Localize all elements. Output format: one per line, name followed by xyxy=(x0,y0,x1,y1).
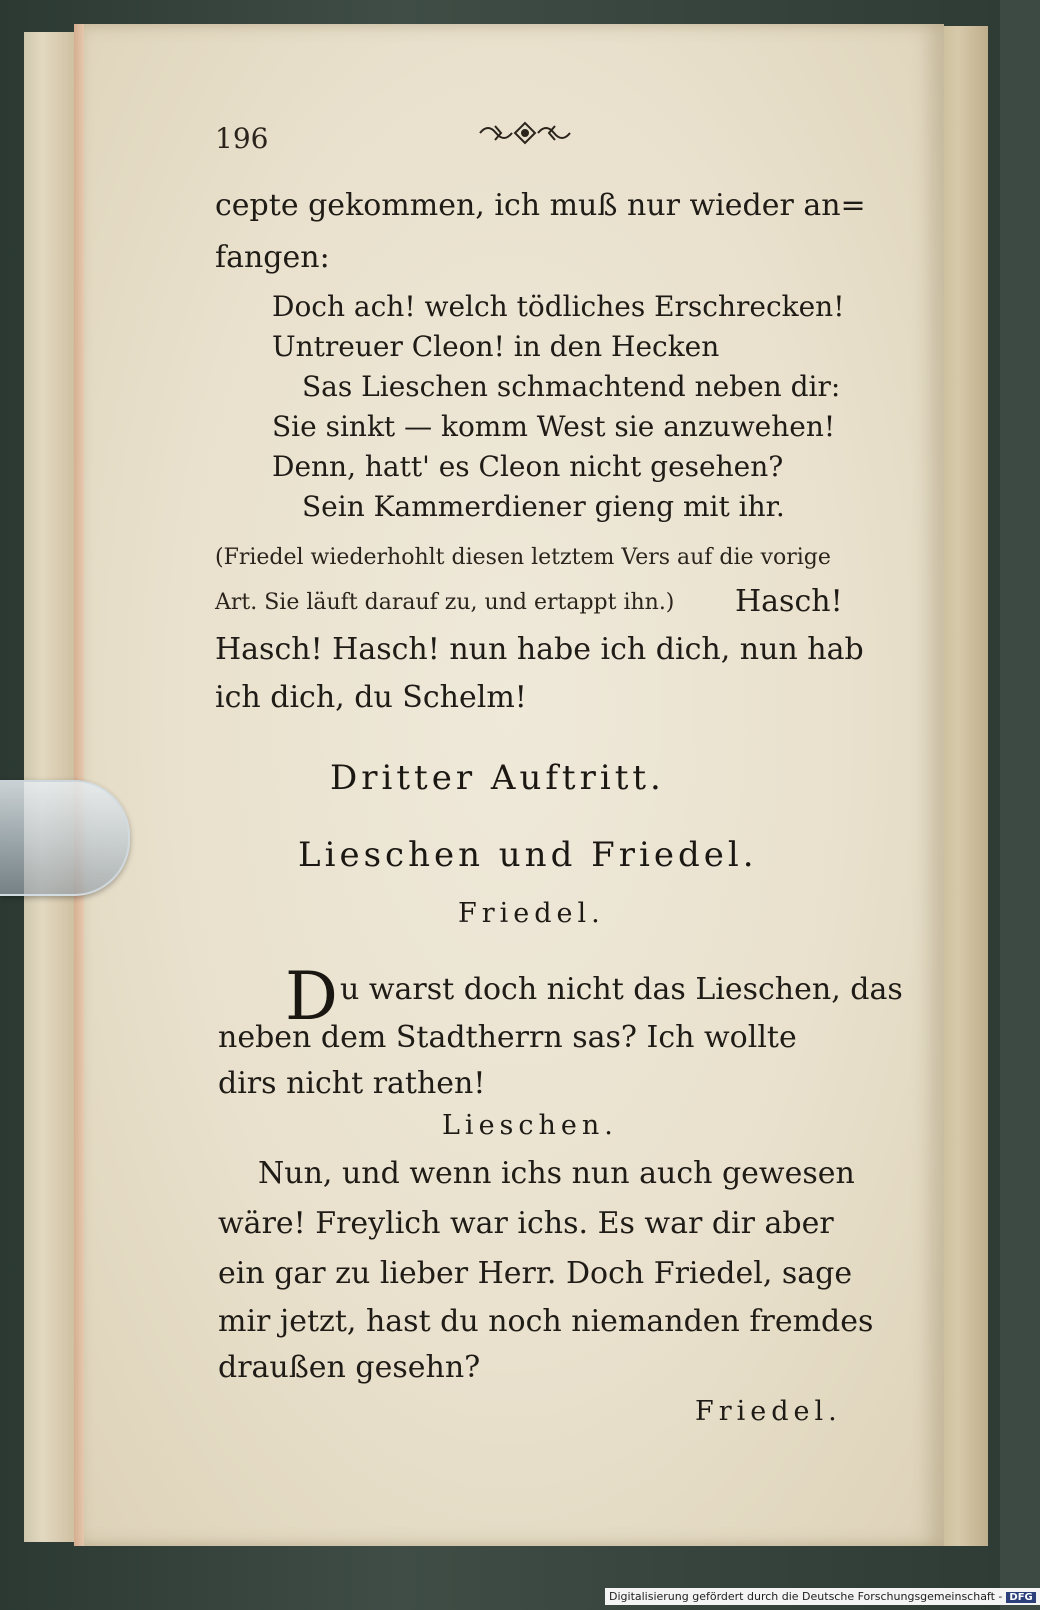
speech-line: neben dem Stadtherrn sas? Ich wollte xyxy=(218,1020,797,1055)
text-line: ich dich, du Schelm! xyxy=(215,680,527,715)
page-clip xyxy=(0,780,130,896)
characters-heading: Lieschen und Friedel. xyxy=(298,835,758,875)
speech-line: wäre! Freylich war ichs. Es war dir aber xyxy=(218,1206,834,1241)
speaker-lieschen: Lieschen. xyxy=(442,1110,618,1141)
speech-line: dirs nicht rathen! xyxy=(218,1066,486,1101)
text-line: cepte gekommen, ich muß nur wieder an= xyxy=(215,188,866,223)
stage-direction-line: (Friedel wiederhohlt diesen letztem Vers auf die vorige xyxy=(215,545,831,570)
digitization-footer xyxy=(605,1588,1040,1605)
ornament-icon xyxy=(475,118,575,148)
speech-line: mir jetzt, hast du noch niemanden fremdes xyxy=(218,1304,874,1339)
catchword: Friedel. xyxy=(695,1396,842,1427)
speech-line: draußen gesehn? xyxy=(218,1350,481,1385)
drop-cap: D xyxy=(285,958,338,1035)
verse-line: Untreuer Cleon! in den Hecken xyxy=(272,330,720,363)
page-number: 196 xyxy=(215,122,269,155)
dfg-logo: DFG xyxy=(1006,1592,1035,1603)
verse-line: Doch ach! welch tödliches Erschrecken! xyxy=(272,290,845,323)
stage-direction-line: Art. Sie läuft darauf zu, und ertappt ihn.) xyxy=(215,590,675,615)
speech-line: u warst doch nicht das Lieschen, das xyxy=(340,972,903,1007)
verse-line: Sie sinkt — komm West sie anzuwehen! xyxy=(272,410,836,443)
speech-line: Nun, und wenn ichs nun auch gewesen xyxy=(258,1156,855,1191)
text-line: fangen: xyxy=(215,240,330,275)
verse-line: Sas Lieschen schmachtend neben dir: xyxy=(302,370,841,403)
verse-line: Sein Kammerdiener gieng mit ihr. xyxy=(302,490,785,523)
speech-line: ein gar zu lieber Herr. Doch Friedel, sage xyxy=(218,1256,853,1291)
stage-tail: Hasch! xyxy=(735,584,843,619)
verse-line: Denn, hatt' es Cleon nicht gesehen? xyxy=(272,450,784,483)
text-line: Hasch! Hasch! nun habe ich dich, nun hab xyxy=(215,632,864,667)
speaker-friedel: Friedel. xyxy=(458,898,605,929)
scene-heading: Dritter Auftritt. xyxy=(330,758,665,798)
footer-text: Digitalisierung gefördert durch die Deutsche Forschungsgemeinschaft - xyxy=(609,1590,1003,1603)
